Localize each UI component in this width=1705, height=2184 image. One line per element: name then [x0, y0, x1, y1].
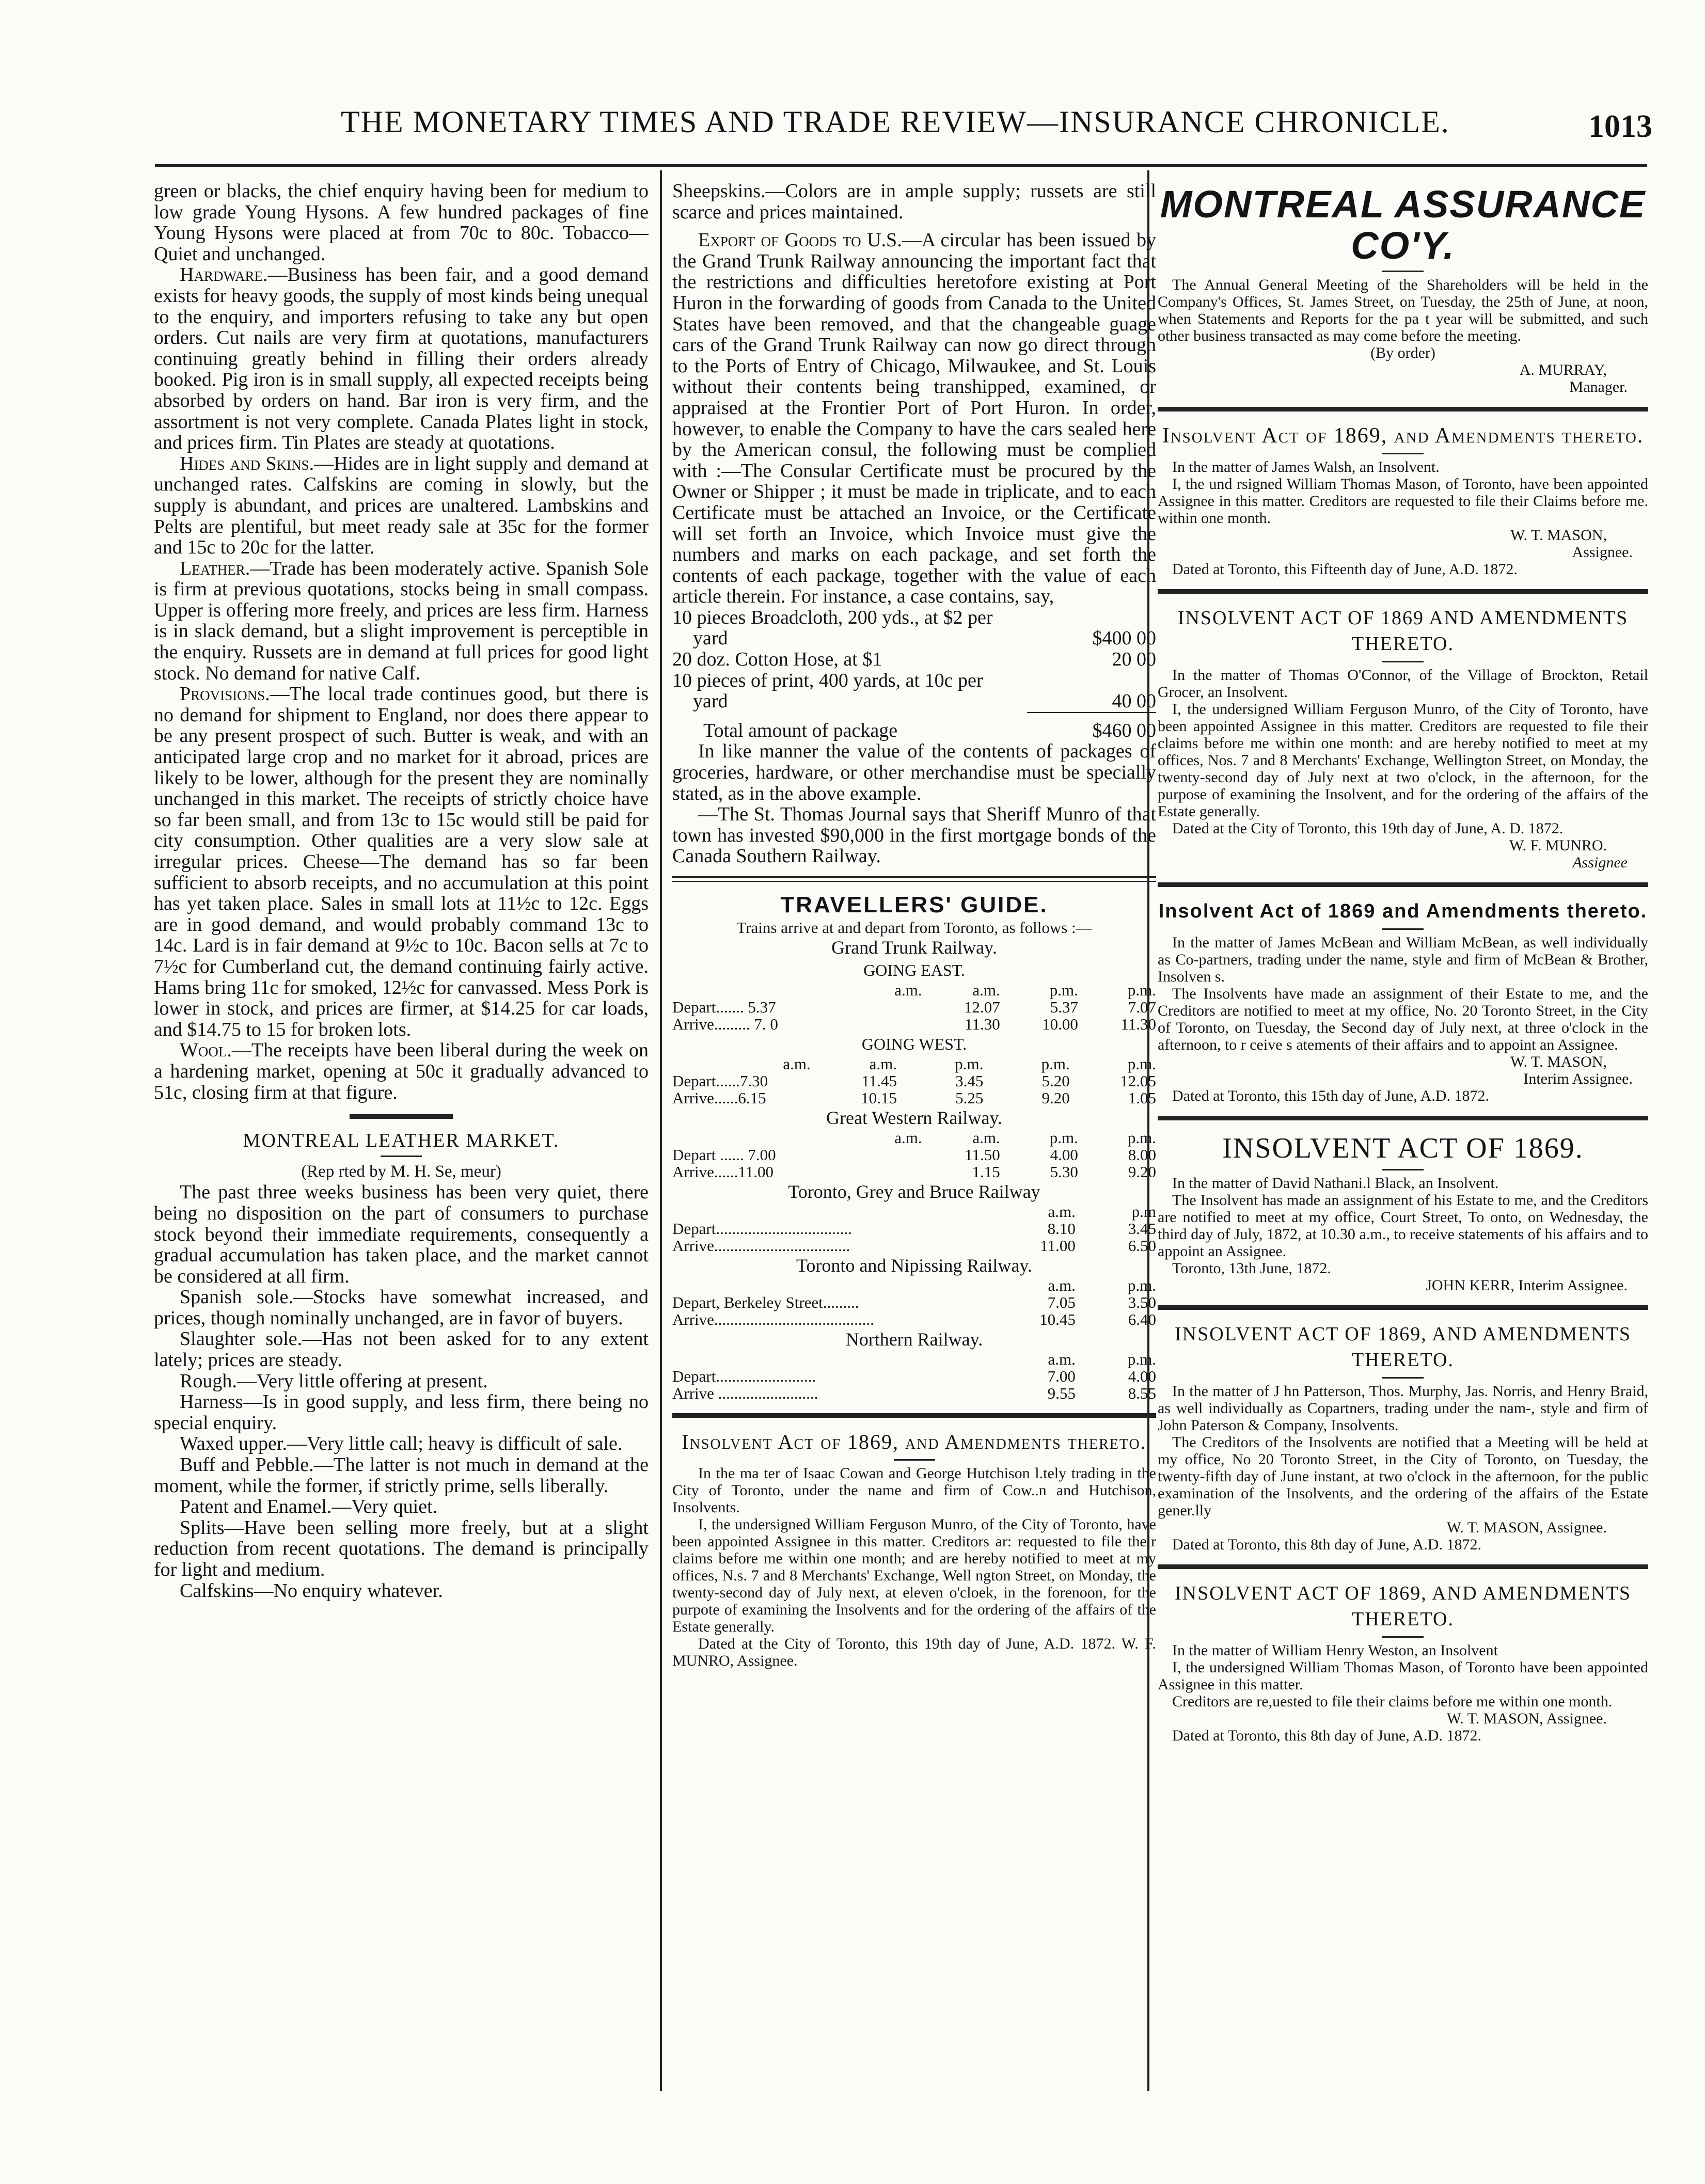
column-middle: [672, 181, 1156, 2091]
nr-depart-row: [672, 1368, 1156, 1385]
invoice-total-label: Total amount of package: [703, 719, 898, 741]
gw-arrive-row: [672, 1089, 1156, 1106]
short-rule: [1382, 1636, 1424, 1638]
page-title: THE MONETARY TIMES AND TRADE REVIEW—INSURANCE CHRONICLE.: [341, 105, 1450, 139]
gw-depart-row: [672, 1072, 1156, 1089]
hardware-label: Hardware.: [180, 264, 268, 286]
cell: a.m.: [869, 1055, 897, 1073]
short-rule: [1382, 1377, 1424, 1379]
lm-waxed: Waxed upper.—Very little call; heavy is difficult of sale.: [180, 1433, 623, 1455]
cell: 1.15: [972, 1163, 1000, 1181]
short-rule: [894, 1459, 935, 1461]
lm-harness: Harness—Is in good supply, and less firm, there being no special enquiry.: [154, 1391, 649, 1434]
tgb-depart-row: [672, 1220, 1156, 1237]
cell: Arrive .........................: [672, 1384, 818, 1402]
cell: 8.10: [1047, 1220, 1076, 1238]
notice-6-p3: Creditors are re,uested to file their claims before me within one month.: [1172, 1693, 1613, 1710]
hides-text: —Hides are in light supply and demand at unchanged rates. Calfskins are coming in slowly, but the supply is abundant, and prices are unaltered. Lambskins and Pelts are plentiful, but meet ready sale at 35c for the former and 15c to 20c for the latter.: [154, 452, 649, 559]
cell: Arrive......11.00: [672, 1163, 774, 1181]
nr-title: Northern Railway.: [845, 1329, 983, 1350]
col2-notice-p2: I, the undersigned William Ferguson Munro, of the City of Toronto, have been appointed Assignee in this matter. Creditors ar: requested to file their claims before me within one month; and are hereby notified to meet at my offices, N.s. 7 and 8 Merchants' Exchange, Well ngton Street, on Monday, the twenty-second day of July next, at eleven o'cloek, in the forenoon, for the purpote of examining the Insolvents and for the ordering of the affairs of the Estate generally.: [672, 1516, 1156, 1635]
notice-1-heading: Insolvent Act of 1869, and Amendments thereto.: [1162, 424, 1644, 448]
cell: p.m.: [1041, 1055, 1070, 1073]
cell: a.m.: [972, 981, 1000, 999]
cell: p.m.: [955, 1055, 984, 1073]
hides-label: Hides and Skins.: [180, 452, 314, 474]
invoice-example: [672, 607, 1156, 741]
nr-arrive-row: [672, 1385, 1156, 1402]
cell: p.m.: [1127, 1276, 1156, 1294]
notice-2-role: Assignee: [1572, 854, 1628, 871]
notice-1-date: Dated at Toronto, this Fifteenth day of June, A.D. 1872.: [1172, 561, 1518, 578]
double-rule: [672, 876, 1156, 882]
notice-6-p2: I, the undersigned William Thomas Mason, of Toronto have been appointed Assignee in this matter.: [1158, 1659, 1648, 1693]
invoice-item-3-value: 40 00: [1112, 690, 1156, 713]
col2-notice-p1: In the ma ter of Isaac Cowan and George Hutchison l.tely trading in the City of Toronto, under the name and firm of Cow..n and Hutchison, Insolvents.: [672, 1465, 1156, 1516]
tgb-arrive-row: [672, 1237, 1156, 1254]
notice-1-signature: W. T. MASON,: [1510, 527, 1607, 544]
lm-buff: Buff and Pebble.—The latter is not much in demand at the moment, while the former, if strictly prime, sells liberally.: [154, 1454, 649, 1497]
cell: Depart......7.30: [672, 1072, 768, 1090]
short-rule: [1382, 271, 1424, 272]
wool-label: Wool.: [180, 1039, 232, 1062]
gw-header-row: [672, 1055, 1156, 1072]
cell: a.m.: [1048, 1350, 1076, 1368]
notice-2-p1: In the matter of Thomas O'Connor, of the Village of Brockton, Retail Grocer, an Insolvent.: [1158, 667, 1648, 701]
cell: 12.05: [1120, 1072, 1156, 1090]
notice-6-heading: INSOLVENT ACT OF 1869, AND AMENDMENTS THERETO.: [1174, 1582, 1632, 1630]
provisions-label: Provisions.: [180, 683, 270, 705]
cell: [844, 1146, 922, 1163]
cell: 3.45: [1128, 1220, 1156, 1238]
gwr-arrive-row: [672, 1163, 1156, 1180]
cell: Depart....... 5.37: [672, 998, 776, 1016]
cell: p.m.: [1049, 981, 1078, 999]
cell: [844, 999, 922, 1016]
cell: [672, 1351, 995, 1368]
invoice-total-value: $460 00: [1092, 719, 1156, 741]
col2-notice-heading: Insolvent Act of 1869, and Amendments thereto.: [682, 1430, 1147, 1453]
sheepskins-paragraph: Sheepskins.—Colors are in ample supply; russets are still scarce and prices maintained.: [672, 181, 1156, 223]
cell: p.m.: [1127, 1350, 1156, 1368]
cell: 11.00: [1040, 1237, 1076, 1255]
cell: 11.30: [1120, 1015, 1156, 1033]
cell: 3.50: [1128, 1293, 1156, 1311]
gt-title: Grand Trunk Railway.: [831, 937, 997, 958]
leather-paragraph: [154, 558, 649, 684]
short-rule: [1382, 661, 1424, 662]
cell: 10.45: [1039, 1310, 1076, 1328]
cell: 5.25: [955, 1089, 984, 1107]
cell: 8.55: [1128, 1384, 1156, 1402]
invoice-item-3: [672, 691, 1156, 712]
cell: p.m.: [1049, 1129, 1078, 1147]
cell: [844, 1016, 922, 1033]
montreal-heading: MONTREAL ASSURANCE CO'Y.: [1160, 183, 1646, 267]
notice-3-role: Interim Assignee.: [1523, 1070, 1633, 1087]
like-manner-paragraph: In like manner the value of the contents of packages of groceries, hardware, or other merchandise must be specially stated, as in the above example.: [672, 740, 1156, 804]
cell: p.m.: [1127, 1055, 1156, 1073]
ge-depart-row: [672, 999, 1156, 1016]
gwr-header-row: [672, 1129, 1156, 1146]
notice-5-p2: The Creditors of the Insolvents are notified that a Meeting will be held at my office, No 20 Toronto Street, in the City of Toronto, on Tuesday, the twenty-fifth day of June instant, at two o'clock in the afternoon, for the public examination of the Insolvents, and the ordering of the affairs of the Estate gener.lly: [1158, 1434, 1648, 1519]
invoice-item-2-value: 20 00: [1112, 648, 1156, 671]
notice-4-p3: Toronto, 13th June, 1872.: [1172, 1260, 1331, 1277]
page-number: 1013: [1588, 109, 1652, 144]
cell: a.m.: [894, 981, 922, 999]
travellers-title: TRAVELLERS' GUIDE.: [780, 892, 1048, 917]
ge-header-row: [672, 982, 1156, 999]
ge-arrive-row: [672, 1016, 1156, 1033]
cell: a.m.: [1048, 1202, 1076, 1221]
notice-5-heading: INSOLVENT ACT OF 1869, AND AMENDMENTS THERETO.: [1174, 1323, 1632, 1371]
lm-intro: The past three weeks business has been very quiet, there being no disposition on the part of consumers to purchase stock beyond their immediate requirements, consequently a gradual accumulation has taken place, and the market cannot be considered at all firm.: [154, 1181, 649, 1287]
cell: Arrive........................................: [672, 1310, 874, 1328]
cell: 5.20: [1041, 1072, 1070, 1090]
hardware-text: —Business has been fair, and a good demand exists for heavy goods, the supply of most kinds being unequal to the enquiry, and importers refusing to take any but open orders. Cut nails are very firm at quotations, manufacturers continuing greatly behind in filling their orders already booked. Pig iron is in small supply, all expected receipts being absorbed by orders on hand. Bar iron is very firm, and the assortment is not very complete. Canada Plates light in stock, and prices firm. Tin Plates are steady at quotations.: [154, 264, 649, 454]
short-rule: [1382, 1169, 1424, 1170]
cell: 8.00: [1128, 1146, 1156, 1164]
cell: 4.00: [1050, 1146, 1078, 1164]
notice-6-p1: In the matter of William Henry Weston, an Insolvent: [1172, 1642, 1498, 1659]
cell: 3.45: [955, 1072, 984, 1090]
cell: 11.45: [861, 1072, 897, 1090]
going-west: GOING WEST.: [861, 1035, 967, 1053]
col2-notice-p3: Dated at the City of Toronto, this 19th day of June, A.D. 1872. W. F. MUNRO, Assignee.: [672, 1635, 1156, 1669]
invoice-item-2-desc: 20 doz. Cotton Hose, at $1: [672, 648, 882, 671]
leather-label: Leather.: [180, 557, 250, 579]
cell: Depart ...... 7.00: [672, 1146, 776, 1164]
notice-rule: [672, 1413, 1156, 1418]
cell: 11.30: [965, 1015, 1000, 1033]
gwr-depart-row: [672, 1146, 1156, 1163]
notice-rule: [1158, 589, 1648, 594]
montreal-by-order: (By order): [1370, 344, 1435, 361]
tgb-title: Toronto, Grey and Bruce Railway: [788, 1181, 1040, 1202]
cell: 1.05: [1128, 1089, 1156, 1107]
cell: 6.40: [1128, 1310, 1156, 1328]
cell: 9.20: [1041, 1089, 1070, 1107]
lm-slaughter: Slaughter sole.—Has not been asked for to any extent lately; prices are steady.: [154, 1328, 649, 1371]
tn-depart-row: [672, 1294, 1156, 1311]
notice-5-p1: In the matter of J hn Patterson, Thos. Murphy, Jas. Norris, and Henry Braid, as well individually as Copartners, trading under the nam-, style and firm of John Paterson & Company, Insolvents.: [1158, 1383, 1648, 1434]
cell: Depart.........................: [672, 1367, 816, 1385]
notice-2-heading: INSOLVENT ACT OF 1869 AND AMENDMENTS THERETO.: [1177, 607, 1629, 655]
notice-4-heading: INSOLVENT ACT OF 1869.: [1222, 1132, 1584, 1164]
travellers-subtitle: Trains arrive at and depart from Toronto, as follows :—: [736, 919, 1092, 937]
lm-calfskins: Calfskins—No enquiry whatever.: [180, 1579, 443, 1602]
lm-splits: Splits—Have been selling more freely, but at a slight reduction from recent quotations. The demand is principally for light and medium.: [154, 1516, 649, 1580]
export-text: —A circular has been issued by the Grand Trunk Railway announcing the important fact that the restrictions and difficulties heretofore existing at Port Huron in the forwarding of goods from Canada to the United States have been removed, and that the changeable guage cars of the Grand Trunk Railway can now go direct through to the Ports of Entry of Chicago, Milwaukee, and St. Louis without their contents being transhipped, examined, or appraised at the Frontier Port of Port Huron. In order, however, to enable the Company to have the cars sealed here by the American consul, the following must be complied with :—The Consular Certificate must be procured by the Owner or Shipper ; it must be made in triplicate, and to each Certificate must be attached an Invoice, or the Certificate will set forth an Invoice, which Invoice must give the numbers and marks on each package, and set forth the contents of each package, together with the value of each article therein. For instance, a case contains, say,: [672, 229, 1156, 608]
provisions-text: —The local trade continues good, but there is no demand for shipment to England, nor does there appear to be any present prospect of such. Butter is weak, and with an anticipated large crop and no market for it abroad, prices are likely to be lower, although for the present they are nominally unchanged in this market. The receipts of strictly choice have so far been small, and from 13c to 15c would still be paid for city consumption. Other qualities are a very slow sale at irregular prices. Cheese—The demand has so far been sufficient to absorb receipts, and no accumulation at this point has yet taken place. Sales in small lots at 11½c to 12c. Eggs are in good demand, and would probably command 13c to 14c. Lard is in fair demand at 9½c to 10c. Bacon sells at 7c to 7½c for Cumberland cut, the demand continuing fairly active. Hams bring 11c for smoked, 12½c for canvassed. Mess Pork is lower in stock, and prices are firmer, at $14.25 for car loads, and $14.75 to 15 for broken lots.: [154, 683, 649, 1040]
notice-4-p1: In the matter of David Nathani.l Black, an Insolvent.: [1172, 1175, 1499, 1192]
cell: [672, 1203, 995, 1220]
notice-3-heading: Insolvent Act of 1869 and Amendments thereto.: [1158, 900, 1648, 922]
notice-6-signature: W. T. MASON, Assignee.: [1446, 1710, 1607, 1727]
montreal-paragraph: The Annual General Meeting of the Shareholders will be held in the Company's Offices, St. James Street, on Tuesday, the 25th of June, at noon, when Statements and Reports for the pa t year will be submitted, and such other business transacted as may come before the meeting.: [1158, 276, 1648, 344]
cell: Depart..................................: [672, 1220, 852, 1238]
cell: 6.50: [1128, 1237, 1156, 1255]
notice-6-date: Dated at Toronto, this 8th day of June, A.D. 1872.: [1172, 1727, 1481, 1744]
cell: Arrive......... 7. 0: [672, 1015, 778, 1033]
lm-rough: Rough.—Very little offering at present.: [180, 1370, 488, 1392]
cell: 7.05: [1047, 1293, 1076, 1311]
cell: 4.00: [1128, 1367, 1156, 1385]
invoice-item-1: [672, 628, 1156, 649]
lm-spanish: Spanish sole.—Stocks have somewhat increased, and prices, though nominally unchanged, are in favor of buyers.: [154, 1286, 649, 1329]
page-header: [155, 99, 1652, 156]
leather-market-heading: MONTREAL LEATHER MARKET.: [243, 1130, 560, 1152]
export-paragraph: [672, 230, 1156, 607]
notice-2-signature: W. F. MUNRO.: [1509, 837, 1607, 854]
notice-rule: [1158, 1305, 1648, 1310]
header-rule: [155, 164, 1647, 167]
tn-arrive-row: [672, 1311, 1156, 1328]
notice-rule: [1158, 407, 1648, 412]
st-thomas-paragraph: —The St. Thomas Journal says that Sheriff Munro of that town has invested $90,000 in the first mortgage bonds of the Canada Southern Railway.: [672, 803, 1156, 867]
leather-text: —Trade has been moderately active. Spanish Sole is firm at previous quotations, stocks being in small compass. Upper is offering more freely, and prices are less firm. Harness is in slack demand, but a slight improvement is perceptible in the enquiry. Russets are in demand at full prices for good light stock. No demand for native Calf.: [154, 557, 649, 684]
cell: a.m.: [894, 1129, 922, 1147]
tgb-header-row: [672, 1203, 1156, 1220]
notice-3-p2: The Insolvents have made an assignment of their Estate to me, and the Creditors are notified to meet at my office, No. 20 Toronto Street, in the City of Toronto, on Tuesday, the Second day of July next, at three o'clock in the afternoon, to r ceive s atements of their affairs and to appoint an Assignee.: [1158, 985, 1648, 1053]
cell: Depart, Berkeley Street.........: [672, 1293, 859, 1311]
hardware-paragraph: [154, 264, 649, 453]
cell: a.m.: [1048, 1276, 1076, 1294]
cell: 5.30: [1050, 1163, 1078, 1181]
gwr-title: Great Western Railway.: [826, 1107, 1002, 1128]
export-label: Export of Goods to U.S.: [698, 229, 902, 251]
notice-2-p3: Dated at the City of Toronto, this 19th day of June, A. D. 1872.: [1172, 820, 1564, 837]
tn-header-row: [672, 1277, 1156, 1294]
cell: [672, 1129, 844, 1146]
cell: 5.37: [1050, 998, 1078, 1016]
montreal-signature: A. MURRAY,: [1519, 361, 1607, 378]
notice-3-date: Dated at Toronto, this 15th day of June, A.D. 1872.: [1172, 1087, 1489, 1104]
invoice-total: [672, 720, 1156, 741]
col2-notice-body: [672, 1465, 1156, 1669]
notice-5-date: Dated at Toronto, this 8th day of June, A.D. 1872.: [1172, 1536, 1481, 1553]
cell: 10.15: [861, 1089, 897, 1107]
cell: [672, 982, 844, 999]
short-rule: [1382, 453, 1424, 454]
cell: 7.00: [1047, 1367, 1076, 1385]
column-left: [154, 181, 649, 2091]
notice-5-signature: W. T. MASON, Assignee.: [1446, 1519, 1607, 1536]
lm-patent: Patent and Enamel.—Very quiet.: [180, 1496, 438, 1518]
column-right: [1158, 181, 1648, 2091]
notice-1-role: Assignee.: [1572, 544, 1633, 561]
cell: p.m.: [1127, 1129, 1156, 1147]
short-rule: [381, 1156, 422, 1157]
invoice-item-1-unit: yard: [693, 627, 728, 650]
notice-rule: [1158, 882, 1648, 887]
notice-4-p2: The Insolvent has made an assignment of his Estate to me, and the Creditors are notified to meet at my office, Court Street, To onto, on Wednesday, the third day of July, 1872, at 10.30 a.m., to receive statements of his affairs and to appoint an Assignee.: [1158, 1192, 1648, 1260]
total-rule: [1027, 712, 1156, 713]
cell: Arrive......6.15: [672, 1089, 766, 1107]
invoice-item-1-desc: 10 pieces Broadcloth, 200 yds., at $2 per: [672, 606, 993, 628]
hides-paragraph: [154, 453, 649, 558]
invoice-item-2: [672, 649, 1156, 670]
cell: 9.55: [1047, 1384, 1076, 1402]
cell: [844, 1163, 922, 1180]
notice-2-p2: I, the undersigned William Ferguson Munro, of the City of Toronto, have been appointed Assignee in this matter. Creditors are requested to file their claims before me within one month: and are hereby notified to meet at my offices, Nos. 7 and 8 Merchants' Exchange, Wellington Street, on Monday, the twenty-second day of July next at two o'clock, in the afternoon, for the purpose of examining the Insolvent, and for the ordering of the affairs of the Estate generally.: [1158, 701, 1648, 820]
cell: 9.20: [1128, 1163, 1156, 1181]
travellers-guide: [672, 891, 1156, 1402]
provisions-paragraph: [154, 684, 649, 1040]
cell: p.m.: [1127, 981, 1156, 999]
cell: a.m.: [972, 1129, 1000, 1147]
invoice-item-1-value: $400 00: [1092, 627, 1156, 650]
nr-header-row: [672, 1351, 1156, 1368]
cell: 10.00: [1042, 1015, 1078, 1033]
invoice-item-3-desc: 10 pieces of print, 400 yards, at 10c per: [672, 669, 983, 691]
column-divider-1: [660, 170, 662, 2091]
notice-1-p2: I, the und rsigned William Thomas Mason, of Toronto, have been appointed Assignee in this matter. Creditors are requested to file their Claims before me. within one month.: [1158, 476, 1648, 527]
wool-paragraph: [154, 1040, 649, 1103]
cell: p.m: [1131, 1202, 1156, 1221]
notice-4-signature: JOHN KERR, Interim Assignee.: [1426, 1277, 1628, 1294]
cell: 11.50: [965, 1146, 1000, 1164]
notice-3-p1: In the matter of James McBean and William McBean, as well individually as Co-partners, trading under the name, style and firm of McBean & Brother, Insolven s.: [1158, 934, 1648, 985]
tn-title: Toronto and Nipissing Railway.: [796, 1255, 1033, 1276]
cell: Arrive..................................: [672, 1237, 850, 1255]
invoice-item-3-unit: yard: [693, 690, 728, 713]
going-east: GOING EAST.: [863, 961, 965, 979]
notice-rule: [1158, 1564, 1648, 1569]
notice-3-signature: W. T. MASON,: [1510, 1053, 1607, 1070]
notice-1-p1: In the matter of James Walsh, an Insolvent.: [1172, 458, 1440, 476]
wool-text: —The receipts have been liberal during the week on a hardening market, opening at 50c it gradually advanced to 51c, closing firm at that figure.: [154, 1039, 649, 1103]
notice-rule: [1158, 1116, 1648, 1120]
cell: 7.07: [1128, 998, 1156, 1016]
section-rule: [350, 1114, 453, 1119]
cell: a.m.: [783, 1055, 811, 1073]
tea-paragraph: green or blacks, the chief enquiry having been for medium to low grade Young Hysons. A few hundred packages of fine Young Hysons were placed at from 70c to 80c. Tobacco—Quiet and unchanged.: [154, 181, 649, 265]
reported-by: (Rep rted by M. H. Se, meur): [301, 1162, 501, 1181]
cell: 12.07: [964, 998, 1000, 1016]
short-rule: [1382, 928, 1424, 930]
montreal-title: Manager.: [1569, 378, 1628, 395]
cell: [672, 1277, 995, 1294]
